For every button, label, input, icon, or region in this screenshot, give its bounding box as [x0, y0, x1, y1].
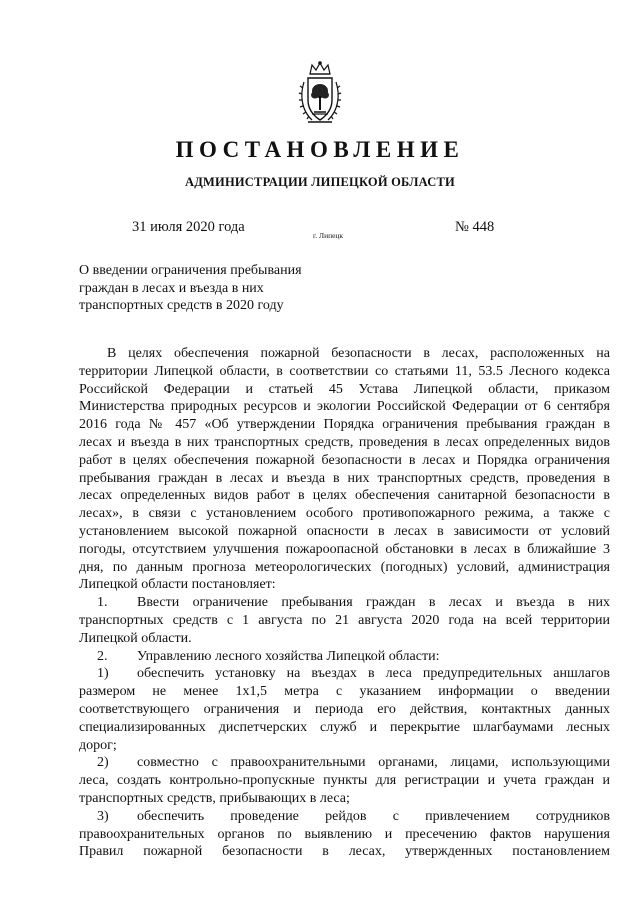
- issuing-authority: АДМИНИСТРАЦИИ ЛИПЕЦКОЙ ОБЛАСТИ: [185, 175, 455, 189]
- item-number: 3): [97, 808, 109, 824]
- text-line: работ в целях обеспечения пожарной безопасности в лесах и Порядка ограничения: [79, 452, 610, 468]
- text-line: размером не менее 1х1,5 метра с указанием информации о введении: [79, 684, 610, 700]
- text-line: леса, создать контрольно-пропускные пункты для регистрации и учета граждан и: [79, 773, 610, 789]
- text-line: специализированных диспетчерских служб и перекрытие шлагбаумами лесных: [79, 719, 610, 735]
- text-line: Липецкой области постановляет:: [79, 577, 276, 593]
- item-number: 1): [97, 666, 109, 682]
- list-item: [79, 665, 610, 754]
- text-line: совместно с правоохранительными органами, лицами, использующими: [137, 755, 610, 771]
- item-number: 2.: [97, 648, 108, 664]
- text-line: пребывания граждан в лесах и въезда в них транспортных средств, проведения в: [79, 470, 610, 486]
- text-line: Управлению лесного хозяйства Липецкой области:: [137, 648, 440, 664]
- text-line: В целях обеспечения пожарной безопасности в лесах, расположенных на: [107, 346, 610, 361]
- text-line: правоохранительных органов по выявлению и пресечению фактов нарушения: [79, 826, 610, 842]
- text-line: транспортных средств, прибывающих в леса;: [79, 790, 350, 806]
- text-line: обеспечить проведение рейдов с привлечением сотрудников: [137, 808, 610, 824]
- text-line: транспортных средств с 1 августа по 21 августа 2020 года на всей территории: [79, 612, 610, 628]
- document-number: № 448: [455, 219, 495, 235]
- document-city: г. Липецк: [313, 231, 344, 240]
- text-line: погоды, отсутствием улучшения пожароопасной обстановки в лесах в ближайшие 3: [79, 541, 610, 557]
- item-number: 2): [97, 755, 109, 771]
- list-item: [79, 808, 610, 861]
- subject-line: граждан в лесах и въезда в них: [79, 280, 264, 296]
- document-date: 31 июля 2020 года: [132, 219, 245, 235]
- text-line: установлением высокой пожарной опасности в лесах в зависимости от условий: [79, 523, 610, 539]
- subject-line: О введении ограничения пребывания: [79, 263, 302, 278]
- text-line: обеспечить установку на въездах в леса предупредительных аншлагов: [137, 666, 610, 682]
- coat-of-arms-icon: [298, 60, 342, 128]
- text-line: дня, по данным прогноза метеорологических (погодных) условий, администрация: [79, 559, 610, 575]
- text-line: Правил пожарной безопасности в лесах, утвержденных постановлением: [79, 844, 610, 860]
- text-line: лесах», в связи с установлением особого противопожарного режима, а также с: [79, 506, 610, 522]
- document-subject: [79, 262, 302, 315]
- document-body: [79, 345, 610, 861]
- text-line: 2016 года № 457 «Об утверждении Порядка ограничения пребывания граждан в: [79, 417, 610, 433]
- list-item: [79, 648, 610, 666]
- text-line: Министерства природных ресурсов и экологии Российской Федерации от 6 сентября: [79, 399, 610, 415]
- text-line: Липецкой области.: [79, 630, 192, 646]
- list-item: [79, 594, 610, 647]
- text-line: дорог;: [79, 737, 117, 753]
- subject-line: транспортных средств в 2020 году: [79, 298, 284, 313]
- text-line: соответствующего ограничения и периода его действия, контактных данных: [79, 701, 610, 717]
- text-line: Российской Федерации и статьей 45 Устава Липецкой области, приказом: [79, 381, 610, 397]
- text-line: территории Липецкой области, в соответствии со статьями 11, 53.5 Лесного кодекса: [79, 363, 610, 379]
- text-line: лесах определенных видов работ в целях обеспечения санитарной безопасности в: [79, 488, 610, 504]
- preamble-paragraph: [79, 345, 610, 594]
- document-title: ПОСТАНОВЛЕНИЕ: [175, 137, 465, 162]
- text-line: лесах и въезда в них транспортных средств, проведения в лесах определенных видов: [79, 434, 610, 450]
- list-item: [79, 754, 610, 807]
- text-line: Ввести ограничение пребывания граждан в лесах и въезда в них: [137, 595, 610, 611]
- item-number: 1.: [97, 595, 108, 611]
